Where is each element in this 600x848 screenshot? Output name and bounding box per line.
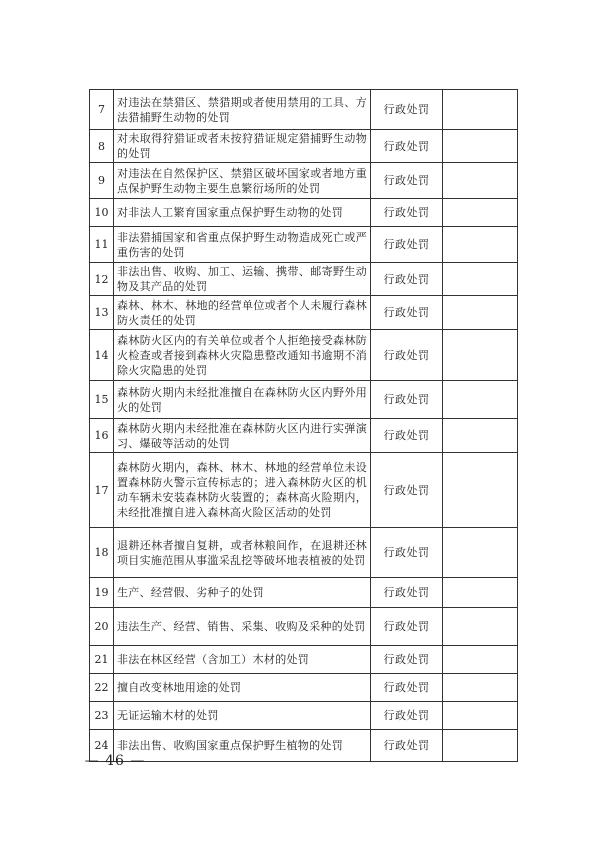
table-row: [90, 163, 518, 199]
row-number: 15: [90, 381, 114, 419]
row-item: 森林防火期内，森林、林木、林地的经营单位未设置森林防火警示宣传标志的；进入森林防火区的机动车辆未安装森林防火装置的；森林高火险期内，未经批准擅自进入森林高火险区活动的处罚: [114, 453, 371, 528]
table-row: [90, 674, 518, 702]
row-type: 行政处罚: [371, 296, 443, 330]
row-extra: [443, 263, 518, 296]
row-item: 非法出售、收购国家重点保护野生植物的处罚: [114, 730, 371, 762]
row-type: 行政处罚: [371, 702, 443, 730]
table-row: [90, 528, 518, 578]
row-number: 11: [90, 227, 114, 263]
row-extra: [443, 330, 518, 381]
page-number: — 46 —: [84, 753, 146, 769]
row-type: 行政处罚: [371, 263, 443, 296]
row-type: 行政处罚: [371, 163, 443, 199]
row-item: 非法在林区经营（含加工）木材的处罚: [114, 646, 371, 674]
row-type: 行政处罚: [371, 730, 443, 762]
row-type: 行政处罚: [371, 674, 443, 702]
table-body: [90, 90, 518, 762]
row-item: 擅自改变林地用途的处罚: [114, 674, 371, 702]
row-number: 9: [90, 163, 114, 199]
row-item: 对未取得狩猎证或者未按狩猎证规定猎捕野生动物的处罚: [114, 130, 371, 163]
row-type: 行政处罚: [371, 90, 443, 130]
row-extra: [443, 730, 518, 762]
row-number: 8: [90, 130, 114, 163]
table-row: [90, 296, 518, 330]
row-item: 森林防火期内未经批准擅自在森林防火区内野外用火的处罚: [114, 381, 371, 419]
row-number: 23: [90, 702, 114, 730]
row-extra: [443, 646, 518, 674]
row-number: 7: [90, 90, 114, 130]
table-row: [90, 199, 518, 227]
row-extra: [443, 90, 518, 130]
table-row: [90, 608, 518, 646]
row-type: 行政处罚: [371, 330, 443, 381]
row-number: 18: [90, 528, 114, 578]
row-number: 20: [90, 608, 114, 646]
row-extra: [443, 674, 518, 702]
table-row: [90, 330, 518, 381]
row-type: 行政处罚: [371, 578, 443, 608]
row-extra: [443, 381, 518, 419]
row-number: 14: [90, 330, 114, 381]
table-row: [90, 646, 518, 674]
row-number: 10: [90, 199, 114, 227]
row-item: 无证运输木材的处罚: [114, 702, 371, 730]
row-extra: [443, 453, 518, 528]
row-type: 行政处罚: [371, 199, 443, 227]
table-row: [90, 419, 518, 453]
row-number: 12: [90, 263, 114, 296]
row-number: 17: [90, 453, 114, 528]
row-item: 退耕还林者擅自复耕，或者林粮间作，在退耕还林项目实施范围从事滥采乱挖等破坏地表植被的处罚: [114, 528, 371, 578]
row-type: 行政处罚: [371, 130, 443, 163]
table-row: [90, 381, 518, 419]
row-item: 森林防火区内的有关单位或者个人拒绝接受森林防火检查或者接到森林火灾隐患整改通知书逾期不消除火灾隐患的处罚: [114, 330, 371, 381]
row-extra: [443, 419, 518, 453]
row-extra: [443, 608, 518, 646]
row-number: 13: [90, 296, 114, 330]
row-extra: [443, 528, 518, 578]
table-row: [90, 453, 518, 528]
table-row: [90, 90, 518, 130]
row-type: 行政处罚: [371, 608, 443, 646]
enforcement-items-table: [89, 89, 518, 762]
row-extra: [443, 702, 518, 730]
row-item: 非法猎捕国家和省重点保护野生动物造成死亡或严重伤害的处罚: [114, 227, 371, 263]
row-extra: [443, 296, 518, 330]
row-extra: [443, 578, 518, 608]
table-row: [90, 578, 518, 608]
row-type: 行政处罚: [371, 227, 443, 263]
row-extra: [443, 199, 518, 227]
table-row: [90, 130, 518, 163]
row-type: 行政处罚: [371, 453, 443, 528]
row-type: 行政处罚: [371, 381, 443, 419]
row-item: 对违法在自然保护区、禁猎区破坏国家或者地方重点保护野生动物主要生息繁衍场所的处罚: [114, 163, 371, 199]
row-item: 违法生产、经营、销售、采集、收购及采种的处罚: [114, 608, 371, 646]
row-item: 非法出售、收购、加工、运输、携带、邮寄野生动物及其产品的处罚: [114, 263, 371, 296]
row-number: 22: [90, 674, 114, 702]
row-item: 生产、经营假、劣种子的处罚: [114, 578, 371, 608]
row-item: 森林防火期内未经批准在森林防火区内进行实弹演习、爆破等活动的处罚: [114, 419, 371, 453]
row-extra: [443, 227, 518, 263]
row-number: 21: [90, 646, 114, 674]
row-item: 对违法在禁猎区、禁猎期或者使用禁用的工具、方法猎捕野生动物的处罚: [114, 90, 371, 130]
row-number: 16: [90, 419, 114, 453]
row-item: 对非法人工繁育国家重点保护野生动物的处罚: [114, 199, 371, 227]
row-number: 19: [90, 578, 114, 608]
row-number: 24: [90, 730, 114, 762]
row-extra: [443, 163, 518, 199]
row-item: 森林、林木、林地的经营单位或者个人未履行森林防火责任的处罚: [114, 296, 371, 330]
row-type: 行政处罚: [371, 528, 443, 578]
row-type: 行政处罚: [371, 419, 443, 453]
row-extra: [443, 130, 518, 163]
row-type: 行政处罚: [371, 646, 443, 674]
table-row: [90, 702, 518, 730]
table-row: [90, 227, 518, 263]
table-row: [90, 263, 518, 296]
